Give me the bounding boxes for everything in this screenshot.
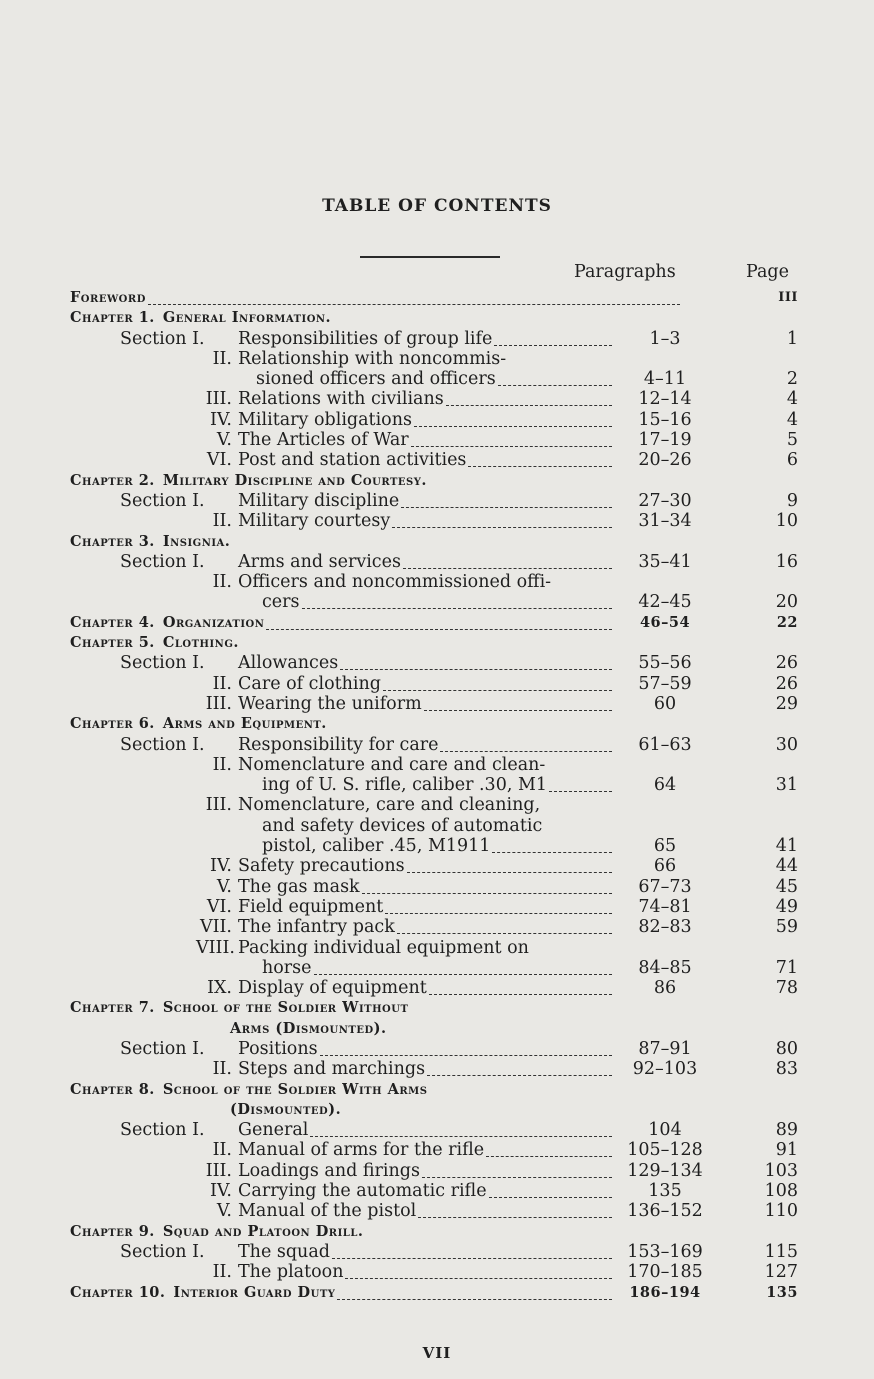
chapter-label: Chapter 7. [70,999,155,1017]
title-rule [360,256,500,258]
chapter-title: Arms and Equipment. [162,715,327,733]
dot-leader [397,932,612,934]
toc-section-row [0,1161,874,1181]
dot-leader [266,628,612,630]
paragraph-range: 135 [648,1181,682,1202]
paragraph-range: 15–16 [638,409,692,430]
dot-leader [401,506,612,508]
page-ref: 5 [786,430,798,451]
section-number: II. [212,1262,232,1283]
section-title: The squad [238,1241,330,1262]
page-ref: 10 [775,511,798,532]
chapter-label: Chapter 3. [70,532,155,550]
toc-section-row [0,1242,874,1262]
page-ref: 44 [775,856,798,877]
chapter-title: Interior Guard Duty [173,1283,336,1301]
section-number: III. [205,693,232,714]
toc-section-row [0,349,874,369]
section-title: Military obligations [238,409,412,430]
dot-leader [486,1155,612,1157]
page-ref: 91 [775,1140,798,1161]
dot-leader [148,303,680,305]
section-title: Responsibility for care [238,734,439,755]
toc-chapter-row [0,288,874,308]
section-title: Arms and services [238,551,401,572]
section-number: II. [212,1140,232,1161]
section-label: Section I. [120,1241,205,1262]
section-title: Manual of the pistol [238,1201,417,1222]
section-title: Relations with civilians [238,389,444,410]
section-number: II. [212,1059,232,1080]
toc-section-row [0,653,874,673]
toc-section-row [0,1100,874,1120]
section-title: Allowances [238,653,339,674]
section-title: and safety devices of automatic [262,815,543,836]
paragraph-range: 57–59 [638,673,692,694]
section-number: VI. [206,450,232,471]
page-ref: 16 [775,551,798,572]
section-number: III. [205,795,232,816]
section-title: Display of equipment [238,978,427,999]
paragraph-range: 60 [653,693,677,714]
toc-section-row [0,1059,874,1079]
section-title: Field equipment [238,896,384,917]
section-number: V. [216,430,232,451]
toc-section-row [0,694,874,714]
dot-leader [310,1135,612,1137]
section-title: horse [262,957,312,978]
dot-leader [332,1257,612,1259]
page-ref: 22 [776,613,798,631]
toc-chapter-row [0,1080,874,1100]
toc-chapter-row [0,471,874,491]
chapter-title: Clothing. [162,634,239,652]
section-label: Section I. [120,653,205,674]
section-title: Officers and noncommissioned offi- [238,572,552,593]
section-title: The platoon [238,1262,344,1283]
dot-leader [302,607,612,609]
toc-chapter-row [0,1222,874,1242]
section-title: Safety precautions [238,856,405,877]
section-title: Military discipline [238,490,400,511]
dot-leader [489,1196,612,1198]
section-number: II. [212,572,232,593]
dot-leader [414,425,612,427]
toc-section-row [0,572,874,592]
section-number: II. [212,348,232,369]
chapter-label: Chapter 4. [70,613,155,631]
section-title: Care of clothing [238,673,381,694]
section-number: IV. [209,856,232,877]
chapter-title: School of the Soldier Without [162,999,409,1017]
toc-chapter-row [0,633,874,653]
paragraph-range: 61–63 [638,734,692,755]
toc-section-row [0,1140,874,1160]
paragraph-range: 42–45 [638,592,692,613]
toc-section-row [0,816,874,836]
toc-chapter-row [0,532,874,552]
page-ref: 4 [786,409,798,430]
chapter-label: Chapter 8. [70,1080,155,1098]
toc-section-row [0,836,874,856]
dot-leader [340,668,612,670]
toc-section-row [0,389,874,409]
page-ref: 4 [786,389,798,410]
page-ref: 31 [775,775,798,796]
page-ref: 59 [775,917,798,938]
dot-leader [549,790,612,792]
paragraphs-header: Paragraphs [574,262,676,282]
toc-section-row [0,958,874,978]
toc-section-row [0,795,874,815]
paragraph-range: 84–85 [638,957,692,978]
page-ref: 110 [764,1201,798,1222]
dot-leader [392,526,612,528]
chapter-title: Squad and Platoon Drill. [162,1222,364,1240]
paragraph-range: 82–83 [638,917,692,938]
chapter-label: Chapter 6. [70,715,155,733]
toc-section-row [0,410,874,430]
paragraph-range: 31–34 [638,511,692,532]
page-ref: 89 [775,1120,798,1141]
dot-leader [422,1176,612,1178]
section-title: Wearing the uniform [238,693,422,714]
page-ref: 108 [764,1181,798,1202]
dot-leader [314,973,612,975]
paragraph-range: 129–134 [627,1160,703,1181]
section-title: Positions [238,1038,318,1059]
section-title: pistol, caliber .45, M1911 [262,836,491,857]
section-number: IV. [209,409,232,430]
paragraph-range: 74–81 [638,896,692,917]
toc-chapter-row [0,998,874,1018]
section-title: Nomenclature, care and cleaning, [238,795,541,816]
section-title: Nomenclature and care and clean- [238,754,546,775]
section-title: The Articles of War [238,430,409,451]
dot-leader [345,1277,612,1279]
chapter-label: Chapter 9. [70,1222,155,1240]
toc-section-row [0,877,874,897]
section-title: cers [262,592,300,613]
toc-section-row [0,1181,874,1201]
dot-leader [440,750,612,752]
toc-section-row [0,1120,874,1140]
page-ref: 41 [775,836,798,857]
chapter-title: Organization [162,613,265,631]
paragraph-range: 67–73 [638,876,692,897]
toc-chapter-row [0,1283,874,1303]
toc-section-row [0,511,874,531]
dot-leader [383,689,612,691]
page-number: VII [422,1344,452,1362]
section-title: Steps and marchings [238,1059,426,1080]
toc-section-row [0,592,874,612]
section-label: Section I. [120,1038,205,1059]
toc-section-row [0,369,874,389]
section-number: III. [205,389,232,410]
dot-leader [498,384,612,386]
section-label: Section I. [120,1120,205,1141]
section-label: Section I. [120,551,205,572]
chapter-title: Military Discipline and Courtesy. [162,471,427,489]
dot-leader [407,871,612,873]
page-ref: 71 [775,957,798,978]
section-title: sioned officers and officers [256,369,496,390]
page-ref: 20 [775,592,798,613]
chapter-label: Chapter 1. [70,309,155,327]
paragraph-range: 170–185 [627,1262,703,1283]
section-number: VII. [199,917,232,938]
toc-chapter-row [0,613,874,633]
section-number: VIII. [196,937,235,958]
paragraph-range: 17–19 [638,430,692,451]
toc-section-row [0,1262,874,1282]
toc-section-row [0,917,874,937]
paragraph-range: 27–30 [638,490,692,511]
toc-section-row [0,552,874,572]
section-number: II. [212,754,232,775]
dot-leader [337,1298,612,1300]
section-label: Section I. [120,328,205,349]
section-title: Military courtesy [238,511,391,532]
chapter-title: School of the Soldier With Arms [162,1080,428,1098]
paragraph-range: 186–194 [629,1283,701,1301]
section-label: Section I. [120,490,205,511]
dot-leader [403,567,612,569]
page-ref: 127 [764,1262,798,1283]
page-ref: 1 [786,328,798,349]
page-ref: 49 [775,896,798,917]
page-ref: 9 [786,490,798,511]
toc-list [0,288,874,1303]
page-ref: 80 [775,1038,798,1059]
chapter-label: Chapter 10. [70,1283,166,1301]
section-title: The infantry pack [238,917,395,938]
chapter-label: Chapter 5. [70,634,155,652]
toc-section-row [0,491,874,511]
paragraph-range: 20–26 [638,450,692,471]
toc-section-row [0,897,874,917]
paragraph-range: 92–103 [632,1059,698,1080]
page-ref: 29 [775,693,798,714]
paragraph-range: 4–11 [643,369,687,390]
section-title: Loadings and firings [238,1160,420,1181]
paragraph-range: 104 [648,1120,682,1141]
dot-leader [446,404,612,406]
paragraph-range: 65 [653,836,677,857]
toc-section-row [0,856,874,876]
section-title: The gas mask [238,876,360,897]
toc-section-row [0,329,874,349]
page-header: Page [746,262,789,282]
paragraph-range: 55–56 [638,653,692,674]
paragraph-range: 136–152 [627,1201,703,1222]
section-number: V. [216,1201,232,1222]
paragraph-range: 35–41 [638,551,692,572]
chapter-title: Insignia. [162,532,231,550]
toc-section-row [0,755,874,775]
page-ref: 78 [775,978,798,999]
page-ref: III [778,290,798,305]
section-title: ing of U. S. rifle, caliber .30, M1 [262,775,548,796]
paragraph-range: 86 [653,978,677,999]
chapter-title: General Information. [162,309,332,327]
dot-leader [385,912,612,914]
paragraph-range: 1–3 [649,328,681,349]
page-title: TABLE OF CONTENTS [322,196,552,216]
toc-section-row [0,735,874,755]
toc-chapter-row [0,308,874,328]
paragraph-range: 66 [653,856,677,877]
page-ref: 115 [764,1241,798,1262]
section-number: VI. [206,896,232,917]
paragraph-range: 64 [653,775,677,796]
page-ref: 6 [786,450,798,471]
dot-leader [362,892,612,894]
section-label: Section I. [120,734,205,755]
page-ref: 45 [775,876,798,897]
toc-section-row [0,1039,874,1059]
page-ref: 26 [775,653,798,674]
section-title: Packing individual equipment on [238,937,529,958]
toc-section-row [0,1019,874,1039]
paragraph-range: 12–14 [638,389,692,410]
dot-leader [492,851,612,853]
section-title: Post and station activities [238,450,467,471]
toc-section-row [0,430,874,450]
page-ref: 83 [775,1059,798,1080]
section-number: V. [216,876,232,897]
paragraph-range: 105–128 [627,1140,703,1161]
dot-leader [468,465,612,467]
toc-section-row [0,938,874,958]
section-title: Responsibilities of group life [238,328,493,349]
chapter-label: Chapter 2. [70,471,155,489]
toc-chapter-row [0,714,874,734]
toc-section-row [0,775,874,795]
dot-leader [320,1054,612,1056]
toc-section-row [0,1201,874,1221]
toc-section-row [0,978,874,998]
chapter-title-continued: Arms (Dismounted). [230,1019,387,1037]
dot-leader [427,1074,612,1076]
dot-leader [429,993,612,995]
section-number: II. [212,673,232,694]
dot-leader [424,709,612,711]
dot-leader [418,1216,612,1218]
section-number: IX. [207,978,232,999]
page-ref: 2 [786,369,798,390]
page-ref: 26 [775,673,798,694]
chapter-label: Foreword [70,289,146,306]
paragraph-range: 153–169 [627,1241,703,1262]
section-title: Carrying the automatic rifle [238,1181,487,1202]
section-number: III. [205,1160,232,1181]
page-ref: 135 [766,1283,798,1301]
section-number: IV. [209,1181,232,1202]
section-number: II. [212,511,232,532]
paragraph-range: 46–54 [639,613,691,631]
section-title: Relationship with noncommis- [238,348,507,369]
dot-leader [494,344,612,346]
section-title: Manual of arms for the rifle [238,1140,485,1161]
dot-leader [411,445,612,447]
section-title: General [238,1120,309,1141]
paragraph-range: 87–91 [638,1038,692,1059]
page-ref: 103 [764,1160,798,1181]
page-ref: 30 [775,734,798,755]
toc-section-row [0,674,874,694]
chapter-title-continued: (Dismounted). [230,1100,342,1118]
toc-section-row [0,450,874,470]
